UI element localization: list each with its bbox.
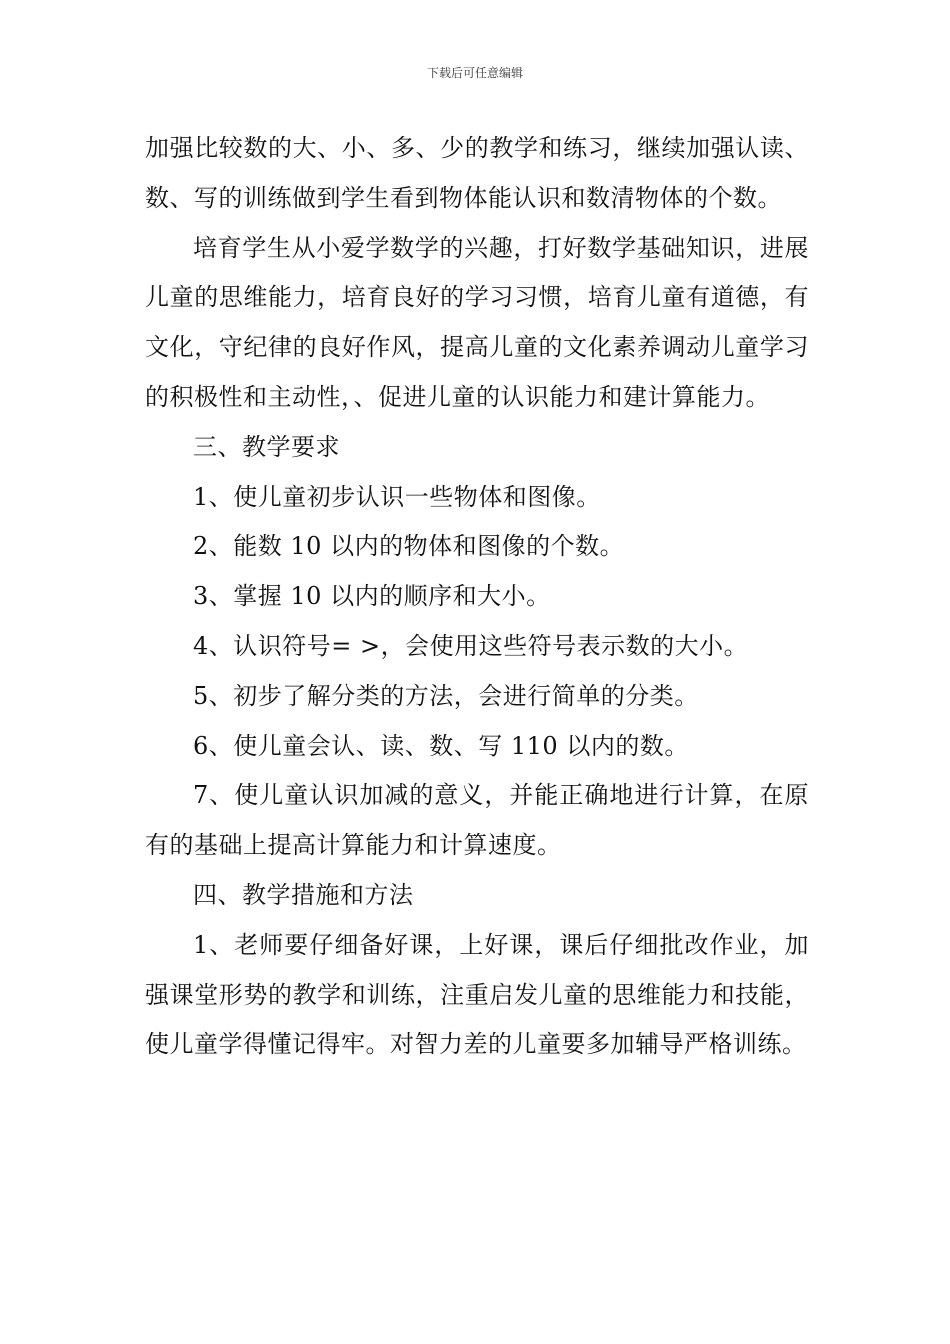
paragraph-2: 培育学生从小爱学数学的兴趣，打好数学基础知识，进展儿童的思维能力，培育良好的学习习惯，培育儿童有道德，有文化，守纪律的良好作风，提高儿童的文化素养调动儿童学习的积极性和主动性，、促进儿童的认识能力和建计算能力。 <box>145 233 809 411</box>
list-item-4: 4、认识符号= >，会使用这些符号表示数的大小。 <box>193 631 749 660</box>
list-item-5: 5、初步了解分类的方法，会进行简单的分类。 <box>193 681 699 710</box>
list-item-7: 7、使儿童认识加减的意义，并能正确地进行计算，在原有的基础上提高计算能力和计算速度。 <box>145 781 809 860</box>
paragraph-1: 加强比较数的大、小、多、少的教学和练习，继续加强认读、数、写的训练做到学生看到物体能认识和数清物体的个数。 <box>145 134 809 212</box>
document-body <box>145 124 809 1070</box>
list-item-1: 1、使儿童初步认识一些物体和图像。 <box>193 482 601 511</box>
list-item-2: 2、能数 10 以内的物体和图像的个数。 <box>193 532 625 561</box>
page-header: 下载后可任意编辑 <box>426 66 523 80</box>
list-item-6: 6、使儿童会认、读、数、写 110 以内的数。 <box>193 731 689 760</box>
section-heading-4: 四、教学措施和方法 <box>193 880 414 909</box>
list-item-3: 3、掌握 10 以内的顺序和大小。 <box>193 582 551 611</box>
measure-item-1: 1、老师要仔细备好课，上好课，课后仔细批改作业，加强课堂形势的教学和训练，注重启发儿童的思维能力和技能，使儿童学得懂记得牢。对智力差的儿童要多加辅导严格训练。 <box>145 930 809 1059</box>
section-heading-3: 三、教学要求 <box>193 432 340 461</box>
